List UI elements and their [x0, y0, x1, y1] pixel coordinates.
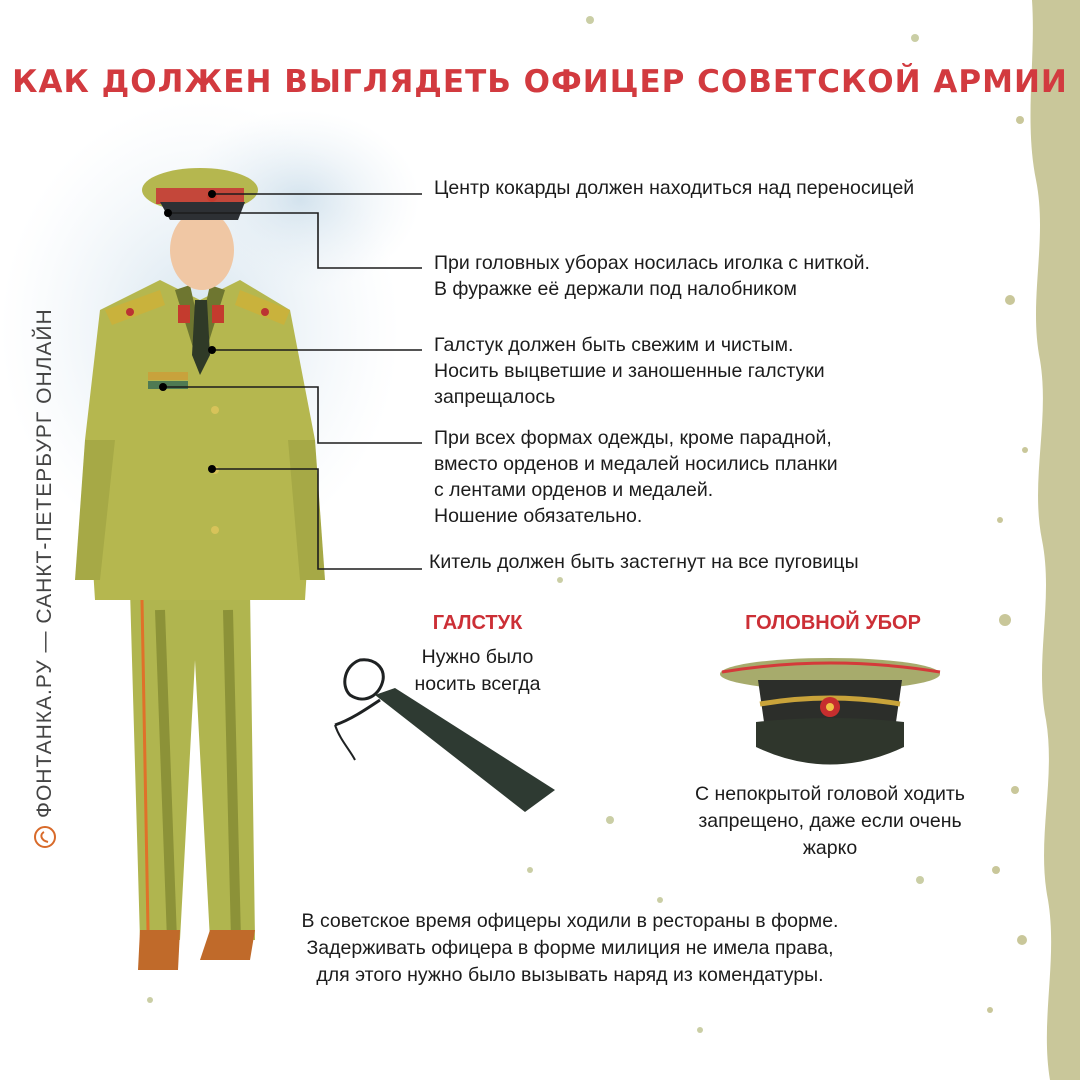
callout-needle: При головных уборах носилась иголка с ниткой. В фуражке её держали под налобником	[434, 252, 870, 300]
vertical-credit	[30, 268, 60, 848]
tie-section-title: ГАЛСТУК	[432, 612, 523, 634]
leader-line-2	[168, 213, 422, 268]
fontanka-logo-icon	[34, 826, 56, 848]
leader-line-4	[163, 387, 422, 443]
callout-ribbons: При всех формах одежды, кроме парадной, вместо орденов и медалей носились планки с лентами орденов и медалей. Ношение обязательно.	[434, 427, 838, 527]
credit-text: ФОНТАНКА.РУ — САНКТ-ПЕТЕРБУРГ ОНЛАЙН	[33, 308, 56, 818]
page-title: КАК ДОЛЖЕН ВЫГЛЯДЕТЬ ОФИЦЕР СОВЕТСКОЙ АРМИИ	[12, 64, 1068, 100]
cap-illustration	[718, 652, 946, 774]
cap-section-title: ГОЛОВНОЙ УБОР	[745, 612, 921, 634]
callout-buttons: Китель должен быть застегнут на все пуговицы	[429, 551, 859, 573]
tie-illustration	[325, 650, 565, 820]
footer-note: В советское время офицеры ходили в рестораны в форме. Задерживать офицера в форме милиция не имела права, для этого нужно было вызывать наряд из комендатуры.	[301, 910, 839, 986]
callout-cockade: Центр кокарды должен находиться над переносицей	[434, 177, 915, 199]
tie-section-text: Нужно было носить всегда	[414, 646, 541, 695]
leader-line-5	[212, 469, 422, 569]
cap-section-text: С непокрытой головой ходить запрещено, даже если очень жарко	[695, 783, 965, 859]
callout-tie: Галстук должен быть свежим и чистым. Носить выцветшие и заношенные галстуки запрещалось	[434, 334, 825, 408]
